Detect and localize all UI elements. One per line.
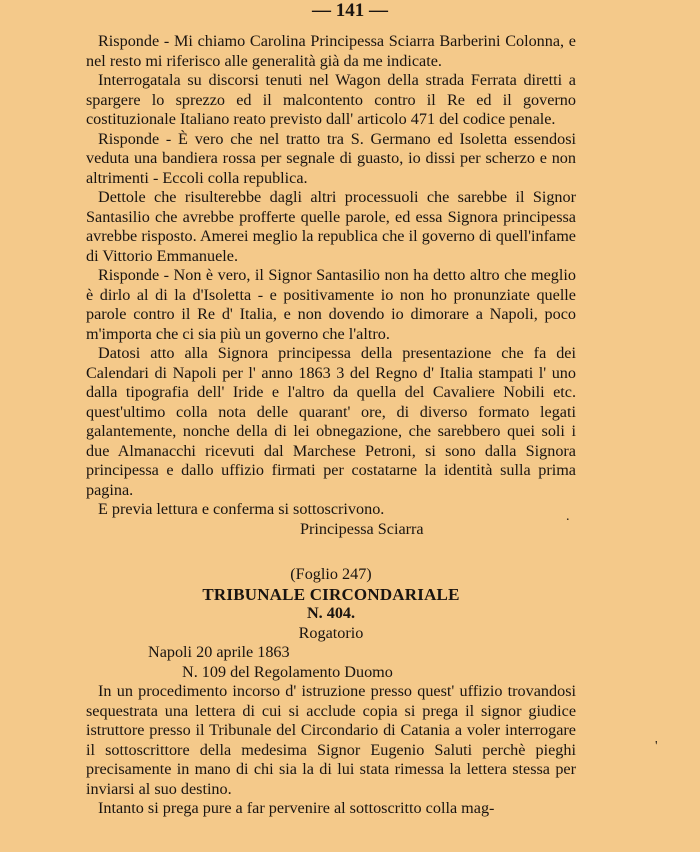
signature: Principessa Sciarra (300, 519, 424, 538)
document-kind: Rogatorio (298, 623, 364, 642)
register-reference: N. 109 del Regolamento Duomo (182, 662, 393, 681)
place-date: Napoli 20 aprile 1863 (148, 643, 290, 661)
folio-reference: (Foglio 247) (290, 565, 372, 583)
paragraph: Datosi atto alla Signora principessa della presentazione che fa dei Calendari di Napoli per l' anno 1863 3 del Regno d' Italia stampati l' uno dalla tipografia dell' Iride e l'altro da quella del Cavaliere Nobili etc. quest'ultimo colla nota delle quarant' ore, di diverso formato legati galantemente, nonche della di lei obnegazione, che sarebbero quei soli i due Almanacchi ricevuti dal Marchese Petroni, si sono dalla Signora principessa e dallo uffizio firmati per costatarne la identità sulla prima pagina. (86, 344, 576, 499)
page-body (86, 32, 576, 819)
paragraph: Risponde - Mi chiamo Carolina Principessa Sciarra Barberini Colonna, e nel resto mi riferisco alle generalità già da me indicate. (86, 32, 576, 70)
document-number: N. 404. (306, 604, 356, 622)
paragraph: Dettole che risulterebbe dagli altri processuoli che sarebbe il Signor Santasilio che avrebbe profferte quelle parole, ed essa Signora principessa avrebbe risposto. Amerei meglio la republica che il governo di quell'infame di Vittorio Emmanuele. (86, 188, 576, 265)
paragraph: E previa lettura e conferma si sottoscrivono. (98, 500, 385, 518)
page-number: — 141 — (312, 0, 388, 21)
paragraph: In un procedimento incorso d' istruzione presso quest' uffizio trovandosi sequestrata una lettera di cui si acclude copia si prega il signor giudice istruttore presso il Tribunale del Circondario di Catania a voler interrogare il sottoscrittore della medesima Signor Eugenio Saluti perchè pieghi precisamente in mano di chi sia la di lui stata rimessa la lettera stessa per inviarsi al suo destino. (86, 682, 576, 798)
margin-dot-mark: . (566, 509, 570, 524)
court-heading: TRIBUNALE CIRCONDARIALE (202, 584, 460, 604)
margin-tick-mark: ' (655, 739, 658, 754)
paragraph: Risponde - È vero che nel tratto tra S. Germano ed Isoletta essendosi veduta una bandiera rossa per segnale di guasto, io dissi per scherzo e non altrimenti - Eccoli colla republica. (86, 129, 576, 187)
paragraph: Intanto si prega pure a far pervenire al sottoscritto colla mag- (98, 799, 495, 817)
paragraph: Risponde - Non è vero, il Signor Santasilio non ha detto altro che meglio è dirlo al di la d'Isoletta - e positivamente io non ho pronunziate quelle parole contro il Re d' Italia, e non dovendo io dimorare a Napoli, poco m'importa che ci sia più un governo che l'altro. (86, 266, 576, 343)
paragraph: Interrogatala su discorsi tenuti nel Wagon della strada Ferrata diretti a spargere lo sprezzo ed il malcontento contro il Re ed il governo costituzionale Italiano reato previsto dall' articolo 471 del codice penale. (86, 71, 576, 128)
section-gap (86, 539, 576, 565)
